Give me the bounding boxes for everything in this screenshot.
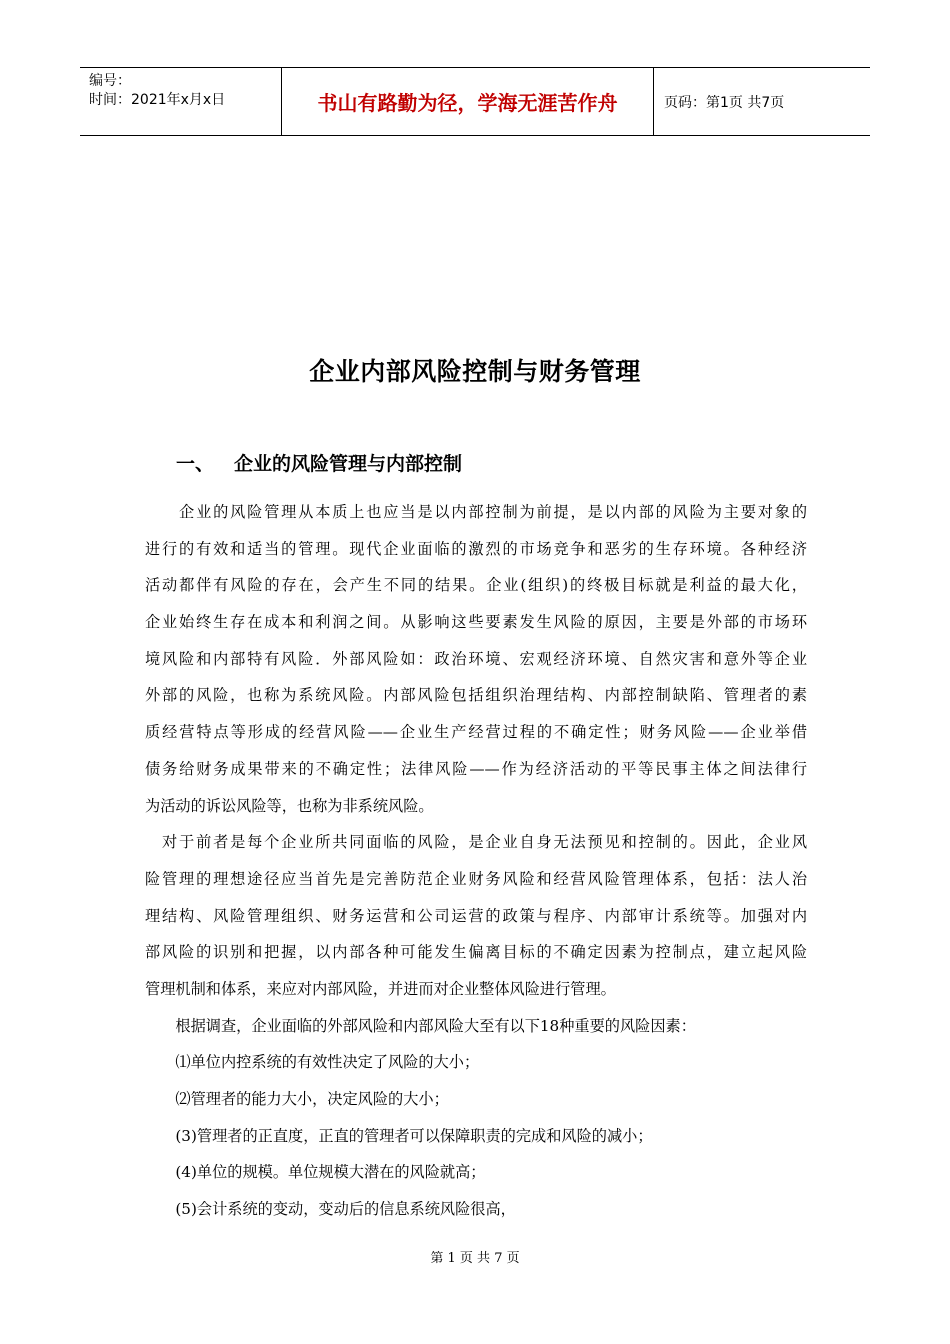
header-motto-cell xyxy=(282,68,654,135)
list-item: (5)会计系统的变动，变动后的信息系统风险很高， xyxy=(145,1200,516,1219)
list-intro-line: 根据调查，企业面临的外部风险和内部风险大至有以下18种重要的风险因素： xyxy=(145,1016,696,1035)
section-title: 企业的风险管理与内部控制 xyxy=(234,453,463,475)
header-meta-cell xyxy=(80,68,282,135)
page-footer: 第 1 页 共 7 页 xyxy=(430,1251,520,1266)
paragraph-line: 债务给财务成果带来的不确定性；法律风险——作为经济活动的平等民事主体之间法律行 xyxy=(145,759,807,778)
paragraph-line: 进行的有效和适当的管理。现代企业面临的激烈的市场竞争和恶劣的生存环境。各种经济 xyxy=(145,539,807,558)
time-label: 时间：2021年x月x日 xyxy=(89,92,226,108)
motto: 书山有路勤为径，学海无涯苦作舟 xyxy=(317,91,618,115)
serial-label: 编号： xyxy=(89,73,131,89)
paragraph-line: 活动都伴有风险的存在，会产生不同的结果。企业(组织)的终极目标就是利益的最大化， xyxy=(145,576,807,595)
paragraph-line: 险管理的理想途径应当首先是完善防范企业财务风险和经营风险管理体系，包括：法人治 xyxy=(145,869,807,888)
paragraph-line: 企业的风险管理从本质上也应当是以内部控制为前提，是以内部的风险为主要对象的 xyxy=(145,503,807,521)
list-item: ⑴单位内控系统的有效性决定了风险的大小； xyxy=(145,1053,480,1072)
paragraph-line: 为活动的诉讼风险等，也称为非系统风险。 xyxy=(145,796,434,815)
header-page-cell xyxy=(654,68,870,135)
section-number: 一、 xyxy=(176,453,215,475)
paragraph-line: 企业始终生存在成本和利润之间。从影响这些要素发生风险的原因，主要是外部的市场环 xyxy=(145,613,807,632)
paragraph-line: 理结构、风险管理组织、财务运营和公司运营的政策与程序、内部审计系统等。加强对内 xyxy=(145,906,807,925)
section-heading xyxy=(176,449,462,476)
list-item: (3)管理者的正直度，正直的管理者可以保障职责的完成和风险的减小； xyxy=(145,1126,653,1145)
list-item: ⑵管理者的能力大小，决定风险的大小； xyxy=(145,1090,449,1108)
page-label: 页码：第1页 共7页 xyxy=(664,94,785,111)
paragraph-line: 外部的风险，也称为系统风险。内部风险包括组织治理结构、内部控制缺陷、管理者的素 xyxy=(145,686,807,705)
paragraph-line: 部风险的识别和把握，以内部各种可能发生偏离目标的不确定因素为控制点，建立起风险 xyxy=(145,943,807,962)
paragraph-line: 管理机制和体系，来应对内部风险，并进而对企业整体风险进行管理。 xyxy=(145,979,616,998)
paragraph-line: 对于前者是每个企业所共同面临的风险，是企业自身无法预见和控制的。因此，企业风 xyxy=(145,833,807,852)
list-item: (4)单位的规模。单位规模大潜在的风险就高； xyxy=(145,1163,486,1182)
header-table xyxy=(80,67,870,136)
paragraph-line: 境风险和内部特有风险．外部风险如：政治环境、宏观经济环境、自然灾害和意外等企业 xyxy=(145,649,807,668)
document-title: 企业内部风险控制与财务管理 xyxy=(309,357,641,386)
paragraph-line: 质经营特点等形成的经营风险——企业生产经营过程的不确定性；财务风险——企业举借 xyxy=(145,723,807,742)
body-text xyxy=(145,494,807,1228)
